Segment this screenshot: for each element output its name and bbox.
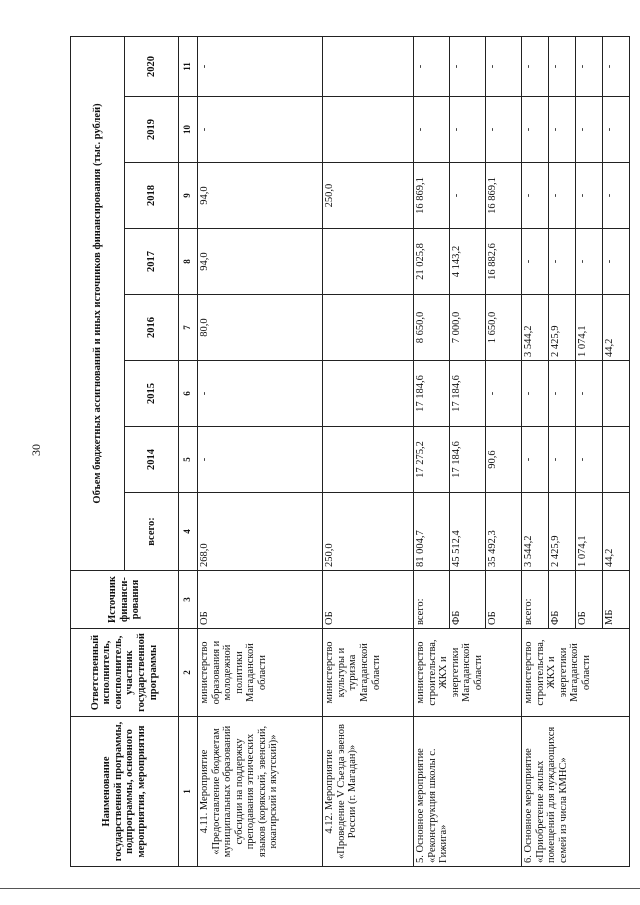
row-source: ОБ bbox=[575, 571, 602, 629]
col-number: 3 bbox=[178, 571, 197, 629]
cell-value: 90,6 bbox=[486, 427, 522, 493]
cell-value: 16 882,6 bbox=[486, 229, 522, 295]
cell-value: - bbox=[198, 361, 323, 427]
header-source: Источник финанси-рования bbox=[71, 571, 179, 629]
bottom-rule bbox=[0, 888, 640, 889]
cell-value: - bbox=[521, 427, 548, 493]
cell-value: 81 004,7 bbox=[414, 493, 450, 571]
header-total: всего: bbox=[124, 493, 178, 571]
cell-value bbox=[323, 229, 414, 295]
cell-value: - bbox=[521, 97, 548, 163]
col-number: 7 bbox=[178, 295, 197, 361]
row-source: ФБ bbox=[548, 571, 575, 629]
cell-value bbox=[602, 427, 629, 493]
header-row-1 bbox=[71, 36, 125, 866]
cell-value: - bbox=[602, 36, 629, 96]
header-year: 2014 bbox=[124, 427, 178, 493]
cell-value: - bbox=[548, 427, 575, 493]
cell-value: 17 184,6 bbox=[414, 361, 450, 427]
header-year: 2015 bbox=[124, 361, 178, 427]
cell-value: - bbox=[548, 163, 575, 229]
row-name: 4.12. Мероприятие «Проведение V Съезда эвенов России (г. Магадан)» bbox=[323, 717, 414, 867]
row-source: ФБ bbox=[450, 571, 486, 629]
cell-value: - bbox=[575, 97, 602, 163]
table-row bbox=[198, 36, 323, 866]
cell-value: 17 275,2 bbox=[414, 427, 450, 493]
column-number-row bbox=[178, 36, 197, 866]
cell-value: - bbox=[198, 427, 323, 493]
row-name: 5. Основное мероприятие «Реконструкция школы с. Гижига» bbox=[414, 717, 522, 867]
cell-value: - bbox=[521, 36, 548, 96]
row-source: МБ bbox=[602, 571, 629, 629]
row-executor: министерство образования и молодежной политики Магаданской области bbox=[198, 629, 323, 717]
cell-value bbox=[602, 361, 629, 427]
cell-value: 1 650,0 bbox=[486, 295, 522, 361]
row-executor: министерство строительства, ЖКХ и энергетики Магаданской области bbox=[521, 629, 629, 717]
header-year: 2017 bbox=[124, 229, 178, 295]
col-number: 4 bbox=[178, 493, 197, 571]
cell-value: - bbox=[548, 97, 575, 163]
row-source: ОБ bbox=[486, 571, 522, 629]
header-funding: Объем бюджетных ассигнований и иных источников финансирования (тыс. рублей) bbox=[71, 36, 125, 570]
cell-value: 4 143,2 bbox=[450, 229, 486, 295]
header-year: 2019 bbox=[124, 97, 178, 163]
cell-value: 44,2 bbox=[602, 493, 629, 571]
cell-value: - bbox=[486, 361, 522, 427]
cell-value bbox=[323, 361, 414, 427]
header-executor: Ответственный исполнитель, соисполнитель, участник государственной программы bbox=[71, 629, 179, 717]
cell-value: 3 544,2 bbox=[521, 493, 548, 571]
cell-value bbox=[323, 427, 414, 493]
cell-value: - bbox=[414, 97, 450, 163]
col-number: 5 bbox=[178, 427, 197, 493]
table-row bbox=[521, 36, 548, 866]
header-year: 2016 bbox=[124, 295, 178, 361]
cell-value: 2 425,9 bbox=[548, 295, 575, 361]
row-source: всего: bbox=[521, 571, 548, 629]
cell-value: 21 025,8 bbox=[414, 229, 450, 295]
cell-value: 250,0 bbox=[323, 493, 414, 571]
row-executor: министерство строительства, ЖКХ и энергетики Магаданской области bbox=[414, 629, 522, 717]
cell-value: 3 544,2 bbox=[521, 295, 548, 361]
cell-value: - bbox=[548, 229, 575, 295]
cell-value: 7 000,0 bbox=[450, 295, 486, 361]
row-name: 6. Основное мероприятие «Приобретение жилых помещений для нуждающихся семей из числа КМНС» bbox=[521, 717, 629, 867]
cell-value: - bbox=[602, 97, 629, 163]
cell-value: - bbox=[575, 36, 602, 96]
col-number: 2 bbox=[178, 629, 197, 717]
cell-value: - bbox=[548, 36, 575, 96]
row-source: ОБ bbox=[323, 571, 414, 629]
cell-value: 35 492,3 bbox=[486, 493, 522, 571]
cell-value: - bbox=[521, 361, 548, 427]
cell-value bbox=[323, 97, 414, 163]
row-executor: министерство культуры и туризма Магаданской области bbox=[323, 629, 414, 717]
header-year: 2020 bbox=[124, 36, 178, 96]
cell-value: - bbox=[575, 427, 602, 493]
cell-value: 16 869,1 bbox=[414, 163, 450, 229]
cell-value: - bbox=[575, 229, 602, 295]
funding-table bbox=[70, 36, 630, 867]
col-number: 8 bbox=[178, 229, 197, 295]
row-source: ОБ bbox=[198, 571, 323, 629]
col-number: 6 bbox=[178, 361, 197, 427]
cell-value: 94,0 bbox=[198, 229, 323, 295]
cell-value: - bbox=[575, 163, 602, 229]
header-year: 2018 bbox=[124, 163, 178, 229]
cell-value: - bbox=[548, 361, 575, 427]
cell-value: 1 074,1 bbox=[575, 295, 602, 361]
col-number: 10 bbox=[178, 97, 197, 163]
cell-value: - bbox=[450, 97, 486, 163]
col-number: 1 bbox=[178, 717, 197, 867]
cell-value: 250,0 bbox=[323, 163, 414, 229]
cell-value: - bbox=[602, 229, 629, 295]
cell-value: - bbox=[198, 36, 323, 96]
cell-value: 94,0 bbox=[198, 163, 323, 229]
page-number: 30 bbox=[29, 444, 43, 456]
header-name: Наименование государственной программы, подпрограммы, основного мероприятия, мероприятия bbox=[71, 717, 179, 867]
cell-value: - bbox=[521, 163, 548, 229]
cell-value bbox=[323, 36, 414, 96]
col-number: 9 bbox=[178, 163, 197, 229]
cell-value: 45 512,4 bbox=[450, 493, 486, 571]
cell-value: - bbox=[486, 36, 522, 96]
cell-value: 1 074,1 bbox=[575, 493, 602, 571]
cell-value: - bbox=[450, 163, 486, 229]
table-row bbox=[414, 36, 450, 866]
cell-value: - bbox=[602, 163, 629, 229]
cell-value: 80,0 bbox=[198, 295, 323, 361]
cell-value: - bbox=[450, 36, 486, 96]
cell-value: 17 184,6 bbox=[450, 361, 486, 427]
rotated-table-container bbox=[70, 37, 630, 867]
cell-value: 16 869,1 bbox=[486, 163, 522, 229]
cell-value: 268,0 bbox=[198, 493, 323, 571]
cell-value: - bbox=[198, 97, 323, 163]
cell-value: 2 425,9 bbox=[548, 493, 575, 571]
cell-value: - bbox=[521, 229, 548, 295]
cell-value: 44,2 bbox=[602, 295, 629, 361]
col-number: 11 bbox=[178, 36, 197, 96]
cell-value: - bbox=[414, 36, 450, 96]
cell-value: 17 184,6 bbox=[450, 427, 486, 493]
cell-value bbox=[323, 295, 414, 361]
row-name: 4.11. Мероприятие «Предоставление бюджетам муниципальных образований субсидии на поддержку преподавания этнических языков (корякский, эвенский, юкагирский и якутский)» bbox=[198, 717, 323, 867]
table-row bbox=[323, 36, 414, 866]
row-source: всего: bbox=[414, 571, 450, 629]
cell-value: - bbox=[486, 97, 522, 163]
cell-value: - bbox=[575, 361, 602, 427]
cell-value: 8 650,0 bbox=[414, 295, 450, 361]
